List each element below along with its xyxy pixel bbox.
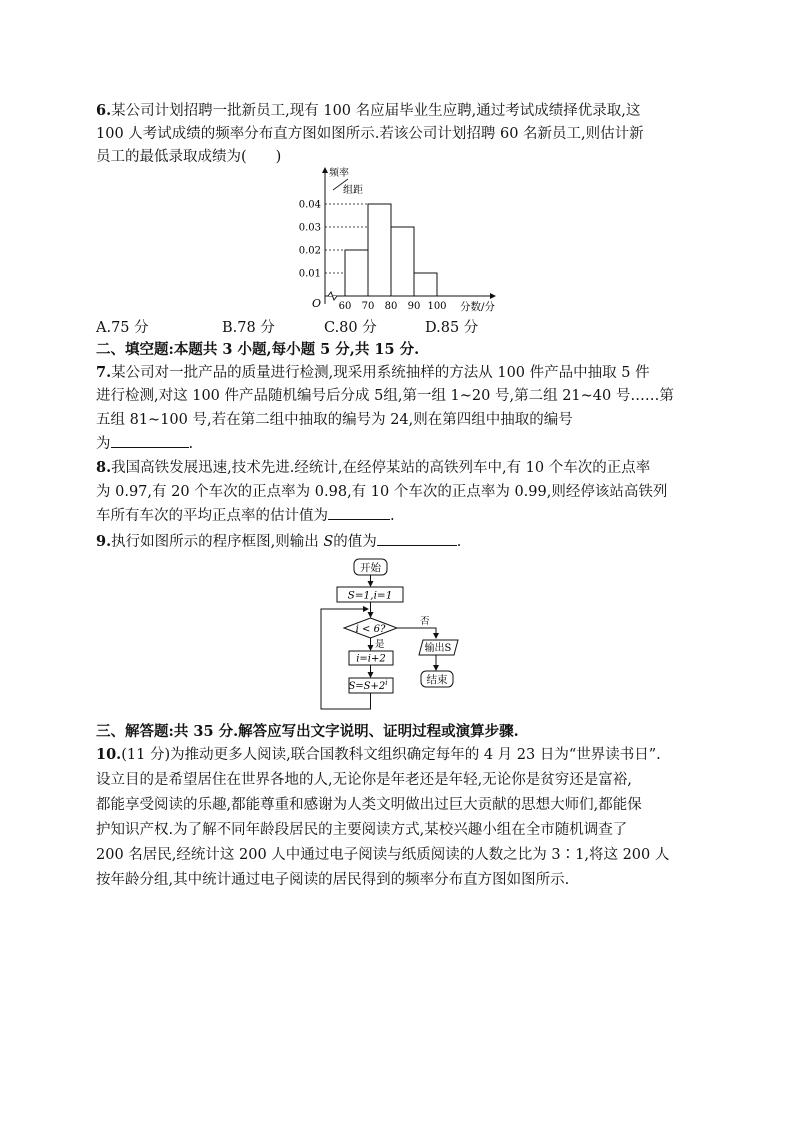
q6-number: 6. [96, 102, 112, 119]
histogram-bar-2 [368, 204, 391, 296]
q9-end-period: . [456, 534, 462, 550]
q10-line-4: 护知识产权.为了解不同年龄段居民的主要阅读方式,某校兴趣小组在全市随机调查了 [96, 822, 628, 838]
section-3-title: 三、解答题:共 35 分.解答应写出文字说明、证明过程或演算步骤. [96, 723, 519, 740]
x-tick-label-5: 100 [427, 301, 447, 312]
q7-text-1: 某公司对一批产品的质量进行检测,现采用系统抽样的方法从 100 件产品中抽取 5 件 [111, 365, 650, 381]
program-flowchart [310, 556, 480, 714]
q9-text-a: 执行如图所示的程序框图,则输出 [111, 534, 324, 550]
y-tick-label-1: 0.01 [298, 268, 321, 280]
origin-label: O [312, 297, 322, 310]
histogram-bar-1 [345, 250, 368, 296]
q6-option-c: C.80 分 [324, 320, 377, 336]
q10-line-6: 按年龄分组,其中统计通过电子阅读的居民得到的频率分布直方图如图所示. [96, 872, 570, 888]
q7-line-4 [96, 433, 193, 454]
q9-number: 9. [96, 533, 112, 550]
x-axis-label: 分数/分 [460, 301, 496, 313]
flow-step2-superscript: i [385, 679, 388, 687]
q10-number: 10. [96, 746, 122, 763]
q10-line-5: 200 名居民,经统计这 200 人中通过电子阅读与纸质阅读的人数之比为 3∶1,将这 200 人 [96, 847, 670, 863]
flow-end-text: 结束 [426, 674, 448, 686]
frequency-histogram [290, 162, 510, 314]
q6-option-a: A.75 分 [96, 320, 149, 336]
x-tick-label-4: 90 [407, 301, 421, 312]
axis-break [328, 292, 337, 300]
histogram-bar-4 [414, 273, 437, 296]
q6-line-3: 员工的最低录取成绩为( ) [96, 149, 282, 165]
flow-no-branch [397, 628, 436, 638]
q7-text-4: 为 [96, 436, 111, 452]
y-tick-label-2: 0.02 [298, 245, 321, 257]
flow-step2-text [348, 679, 387, 692]
y-label-bottom: 组距 [343, 185, 363, 196]
q9-var-s: S [323, 534, 334, 550]
flow-step2-main: S=S+2 [348, 681, 386, 692]
q9-answer-blank[interactable] [377, 531, 457, 546]
x-tick-label-3: 80 [384, 301, 398, 312]
section-2-title: 二、填空题:本题共 3 小题,每小题 5 分,共 15 分. [96, 341, 420, 358]
q8-line-1 [96, 458, 650, 478]
flow-init-text: S=1,i=1 [347, 589, 393, 602]
q8-line-2: 为 0.97,有 20 个车次的正点率为 0.98,有 10 个车次的正点率为 0.99,则经停该站高铁列 [96, 484, 668, 500]
histogram-bar-3 [391, 227, 414, 296]
y-tick-label-3: 0.03 [298, 222, 321, 234]
q6-line-1 [96, 101, 640, 121]
q8-end-period: . [390, 508, 395, 524]
flow-output-text: 输出S [424, 643, 452, 654]
q7-number: 7. [96, 364, 112, 381]
q6-line-2: 100 人考试成绩的频率分布直方图如图所示.若该公司计划招聘 60 名新员工,则估计新 [96, 126, 644, 142]
q9-text-b: 的值为 [333, 534, 377, 550]
q9-line-1 [96, 531, 461, 552]
q7-line-2: 进行检测,对这 100 件产品随机编号后分成 5组,第一组 1~20 号,第二组 21~40 号……第 [96, 388, 674, 404]
q8-text-3: 车所有车次的平均正点率的估计值为 [96, 508, 328, 524]
q10-line-3: 都能享受阅读的乐趣,都能尊重和感谢为人类文明做出过巨大贡献的思想大师们,都能保 [96, 797, 642, 813]
q7-end-period: . [188, 436, 194, 452]
q10-line-1 [96, 745, 661, 765]
flow-yes-label: 是 [375, 639, 385, 650]
q7-answer-blank[interactable] [111, 433, 189, 448]
q8-text-1: 我国高铁发展迅速,技术先进.经统计,在经停某站的高铁列车中,有 10 个车次的正点率 [111, 460, 651, 476]
q8-line-3 [96, 505, 395, 526]
x-tick-label-1: 60 [338, 301, 352, 312]
q6-text-1: 某公司计划招聘一批新员工,现有 100 名应届毕业生应聘,通过考试成绩择优录取,这 [111, 103, 641, 119]
q10-line-2: 设立目的是希望居住在世界各地的人,无论你是年老还是年轻,无论你是贫穷还是富裕, [96, 772, 632, 788]
y-tick-label-4: 0.04 [298, 199, 321, 211]
q7-line-1 [96, 363, 650, 383]
q6-option-d: D.85 分 [425, 320, 479, 336]
q8-number: 8. [96, 459, 112, 476]
q6-option-b: B.78 分 [222, 320, 275, 336]
flow-decision-text: i < 6? [355, 624, 386, 635]
q10-text-1: (11 分)为推动更多人阅读,联合国教科文组织确定每年的 4 月 23 日为“世界读书日”. [121, 747, 661, 763]
x-tick-label-2: 70 [361, 301, 375, 312]
y-label-top: 频率 [329, 168, 349, 179]
q7-line-3: 五组 81~100 号,若在第二组中抽取的编号为 24,则在第四组中抽取的编号 [96, 412, 573, 428]
flow-step1-text: i=i+2 [356, 653, 386, 665]
flow-start-text: 开始 [360, 562, 381, 574]
q8-answer-blank[interactable] [328, 505, 390, 520]
flow-no-label: 否 [420, 616, 430, 627]
